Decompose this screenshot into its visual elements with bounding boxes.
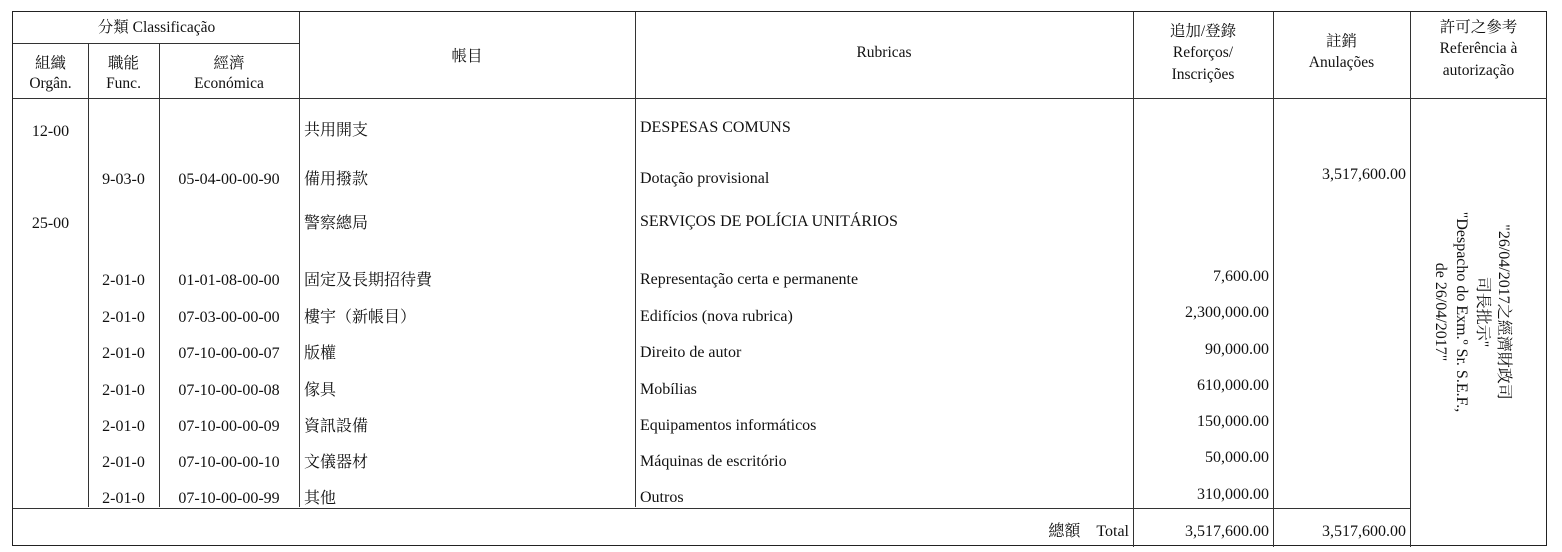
- row-account-zh: 樓宇（新帳目）: [304, 309, 417, 326]
- cancellations-header-zh: 註銷: [1325, 33, 1357, 50]
- divider: [13, 98, 1410, 99]
- authorization-line: "Despacho do Exm.º Sr. S.E.F.,: [1453, 211, 1470, 413]
- divider: [1410, 98, 1547, 99]
- row-func: 2-01-0: [102, 382, 145, 399]
- row-reforco: 7,600.00: [1213, 268, 1269, 285]
- divider: [635, 12, 636, 507]
- row-func: 2-01-0: [102, 490, 145, 507]
- row-func: 2-01-0: [102, 418, 145, 435]
- authorization-reference: [1411, 112, 1533, 512]
- row-rubrica: Outros: [640, 489, 684, 506]
- row-rubrica: Edifícios (nova rubrica): [640, 308, 793, 325]
- row-func: 2-01-0: [102, 345, 145, 362]
- organ-header-zh: 組織: [34, 55, 66, 72]
- row-rubrica: Mobílias: [640, 381, 697, 398]
- row-account-zh: 固定及長期招待費: [304, 272, 433, 289]
- row-reforco: 50,000.00: [1205, 449, 1269, 466]
- row-econ: 07-03-00-00-00: [178, 309, 280, 326]
- econ-header-zh: 經濟: [213, 55, 245, 72]
- row-reforco: 2,300,000.00: [1185, 304, 1269, 321]
- row-organ: 12-00: [31, 123, 70, 140]
- total-reforco: 3,517,600.00: [1185, 523, 1269, 540]
- account-zh-header: 帳目: [451, 48, 483, 65]
- row-func: 9-03-0: [102, 171, 145, 188]
- row-rubrica: Máquinas de escritório: [640, 453, 787, 470]
- row-econ: 07-10-00-00-99: [178, 490, 280, 507]
- func-header-zh: 職能: [107, 55, 139, 72]
- divider: [13, 43, 300, 44]
- econ-header-pt: Económica: [194, 75, 264, 92]
- organ-header-pt: Orgân.: [29, 75, 72, 92]
- authorization-header-pt1: Referência à: [1439, 40, 1518, 57]
- reinforcements-header-pt1: Reforços/: [1172, 44, 1234, 61]
- row-account-zh: 傢具: [304, 382, 337, 399]
- row-rubrica: Representação certa e permanente: [640, 271, 859, 288]
- row-econ: 07-10-00-00-09: [178, 418, 280, 435]
- row-func: 2-01-0: [102, 454, 145, 471]
- row-reforco: 150,000.00: [1197, 413, 1269, 430]
- func-header-pt: Func.: [106, 75, 141, 92]
- row-account-zh: 警察總局: [304, 215, 369, 232]
- row-rubrica: SERVIÇOS DE POLÍCIA UNITÁRIOS: [640, 213, 898, 230]
- row-reforco: 610,000.00: [1197, 377, 1269, 394]
- row-account-zh: 其他: [304, 490, 337, 507]
- divider: [159, 98, 160, 507]
- row-econ: 05-04-00-00-90: [178, 171, 280, 188]
- cancellations-header-pt: Anulações: [1308, 54, 1375, 71]
- divider: [88, 98, 89, 507]
- row-rubrica: DESPESAS COMUNS: [640, 119, 791, 136]
- authorization-header-zh: 許可之參考: [1439, 19, 1518, 36]
- row-func: 2-01-0: [102, 272, 145, 289]
- authorization-line: 司長批示": [1474, 276, 1491, 348]
- divider: [299, 12, 300, 507]
- row-reforco: 310,000.00: [1197, 486, 1269, 503]
- row-reforco: 90,000.00: [1205, 341, 1269, 358]
- reinforcements-header-pt2: Inscrições: [1171, 66, 1235, 83]
- authorization-header-pt2: autorização: [1442, 62, 1515, 79]
- row-account-zh: 備用撥款: [304, 171, 369, 188]
- total-label: 總額 Total: [1048, 523, 1129, 540]
- row-econ: 01-01-08-00-00: [178, 272, 280, 289]
- row-func: 2-01-0: [102, 309, 145, 326]
- row-organ: 25-00: [31, 215, 70, 232]
- appropriation-table: [12, 11, 1547, 546]
- row-account-zh: 版權: [304, 345, 337, 362]
- row-account-zh: 資訊設備: [304, 418, 369, 435]
- authorization-line: "26/04/2017之經濟財政司: [1495, 224, 1512, 400]
- row-econ: 07-10-00-00-08: [178, 382, 280, 399]
- divider: [1273, 12, 1274, 547]
- row-account-zh: 文儀器材: [304, 454, 369, 471]
- reinforcements-header-zh: 追加/登錄: [1169, 23, 1237, 40]
- rubricas-header: Rubricas: [856, 44, 912, 61]
- row-econ: 07-10-00-00-07: [178, 345, 280, 362]
- row-econ: 07-10-00-00-10: [178, 454, 280, 471]
- row-rubrica: Dotação provisional: [640, 170, 770, 187]
- row-account-zh: 共用開支: [304, 122, 369, 139]
- classification-header: 分類 Classificação: [97, 19, 216, 36]
- row-rubrica: Direito de autor: [640, 344, 742, 361]
- authorization-line: de 26/04/2017": [1432, 262, 1449, 362]
- row-rubrica: Equipamentos informáticos: [640, 417, 817, 434]
- row-anulacao: 3,517,600.00: [1322, 166, 1406, 183]
- total-anulacao: 3,517,600.00: [1322, 523, 1406, 540]
